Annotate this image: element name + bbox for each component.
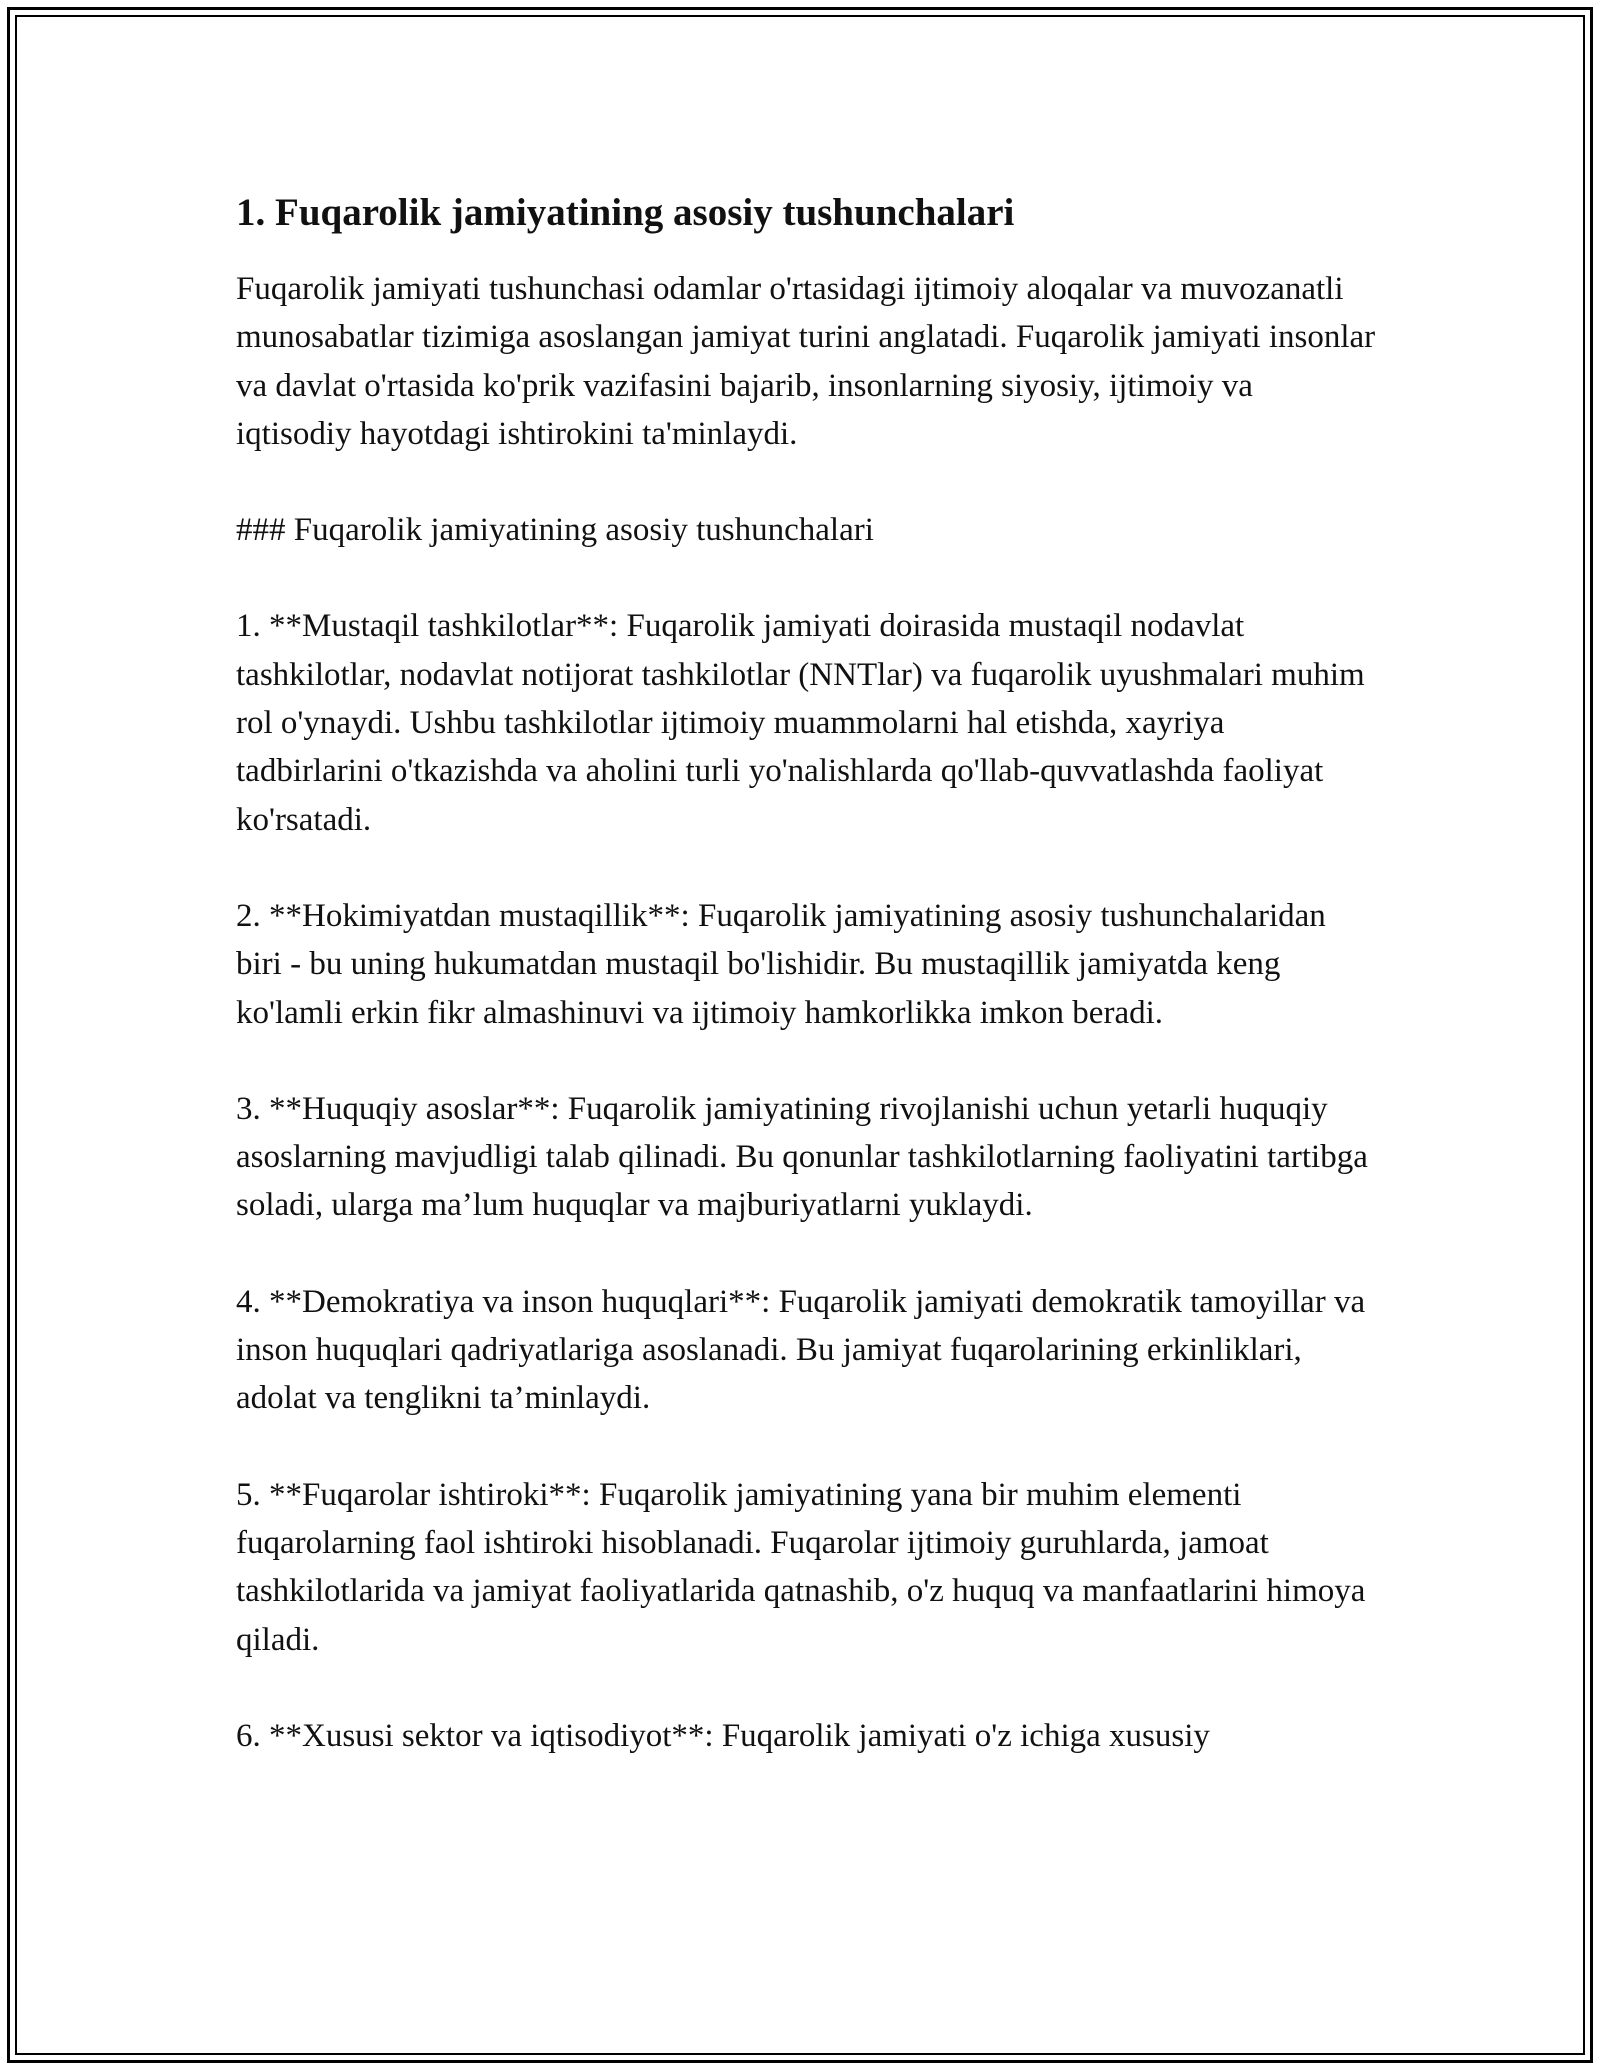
section-title: 1. Fuqarolik jamiyatining asosiy tushunchalari	[236, 191, 1015, 234]
document-body	[236, 186, 1376, 1808]
list-item-1-paragraph: 1. **Mustaqil tashkilotlar**: Fuqarolik jamiyati doirasida mustaqil nodavlat tashkilotlar, nodavlat notijorat tashkilotlar (NNTlar) va fuqarolik uyushmalari muhim rol o'ynaydi. Ushbu tashkilotlar ijtimoiy muammolarni hal etishda, xayriya tadbirlarini o'tkazishda va aholini turli yo'nalishlarda qo'llab-quvvatlashda faoliyat ko'rsatadi.	[236, 608, 1365, 838]
list-item-5-paragraph: 5. **Fuqarolar ishtiroki**: Fuqarolik jamiyatining yana bir muhim elementi fuqarolarning faol ishtiroki hisoblanadi. Fuqarolar ijtimoiy guruhlarda, jamoat tashkilotlarida va jamiyat faoliyatlarida qatnashib, o'z huquq va manfaatlarini himoya qiladi.	[236, 1476, 1366, 1658]
intro-paragraph: Fuqarolik jamiyati tushunchasi odamlar o'rtasidagi ijtimoiy aloqalar va muvozanatli munosabatlar tizimiga asoslangan jamiyat turini anglatadi. Fuqarolik jamiyati insonlar va davlat o'rtasida ko'prik vazifasini bajarib, insonlarning siyosiy, ijtimoiy va iqtisodiy hayotdagi ishtirokini ta'minlaydi.	[236, 271, 1376, 452]
list-item-4-paragraph: 4. **Demokratiya va inson huquqlari**: Fuqarolik jamiyati demokratik tamoyillar va inson huquqlari qadriyatlariga asoslanadi. Bu jamiyat fuqarolarining erkinliklari, adolat va tenglikni ta’minlaydi.	[236, 1283, 1366, 1417]
list-item-6-paragraph: 6. **Xususi sektor va iqtisodiyot**: Fuqarolik jamiyati o'z ichiga xususiy	[236, 1717, 1210, 1754]
list-item-3-paragraph: 3. **Huquqiy asoslar**: Fuqarolik jamiyatining rivojlanishi uchun yetarli huquqiy asoslarning mavjudligi talab qilinadi. Bu qonunlar tashkilotlarning faoliyatini tartibga soladi, ularga ma’lum huquqlar va majburiyatlarni yuklaydi.	[236, 1090, 1368, 1224]
list-item-2-paragraph: 2. **Hokimiyatdan mustaqillik**: Fuqarolik jamiyatining asosiy tushunchalaridan biri - bu uning hukumatdan mustaqil bo'lishidir. Bu mustaqillik jamiyatda keng ko'lamli erkin fikr almashinuvi va ijtimoiy hamkorlikka imkon beradi.	[236, 897, 1326, 1031]
subheading-paragraph: ### Fuqarolik jamiyatining asosiy tushunchalari	[236, 512, 874, 549]
